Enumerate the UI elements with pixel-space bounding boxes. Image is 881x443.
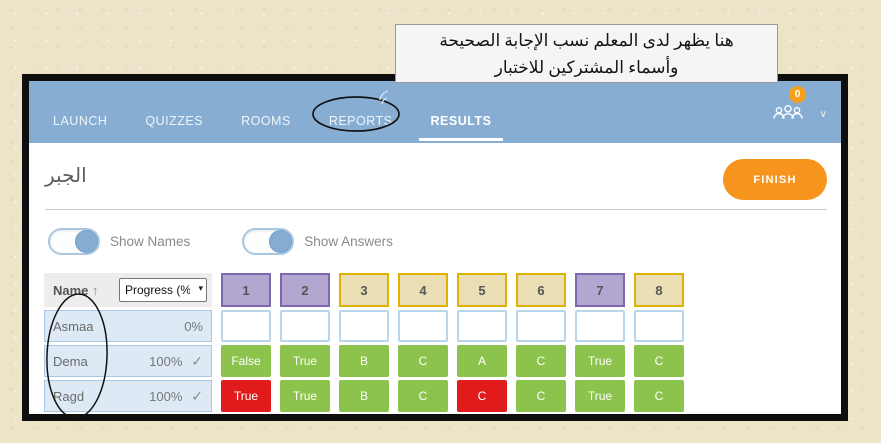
tab-launch[interactable]: LAUNCH bbox=[53, 114, 108, 128]
progress-value: 0% bbox=[184, 318, 203, 334]
tab-quizzes[interactable]: QUIZZES bbox=[145, 114, 204, 128]
title-divider bbox=[45, 209, 827, 210]
completed-check-icon: ✓ bbox=[187, 387, 203, 404]
toggle-label: Show Names bbox=[110, 234, 191, 249]
answer-cell-q6[interactable]: C bbox=[516, 345, 566, 377]
students-group-icon bbox=[771, 104, 805, 127]
students-count-badge: 0 bbox=[789, 86, 806, 103]
account-menu[interactable] bbox=[771, 85, 829, 137]
answer-cell-q7[interactable] bbox=[575, 310, 625, 342]
table-header-row bbox=[44, 273, 693, 307]
answer-cell-q4[interactable]: C bbox=[398, 380, 448, 412]
answer-cell-q8[interactable] bbox=[634, 310, 684, 342]
toggle-show-answers[interactable] bbox=[242, 228, 393, 255]
annotation-note bbox=[395, 24, 778, 83]
answer-cell-q8[interactable]: C bbox=[634, 345, 684, 377]
progress-filter-select[interactable] bbox=[119, 278, 207, 302]
answer-cell-q7[interactable]: True bbox=[575, 345, 625, 377]
question-column-header-4[interactable]: 4 bbox=[398, 273, 448, 307]
completed-check-icon: ✓ bbox=[187, 352, 203, 369]
tab-results[interactable]: RESULTS bbox=[431, 114, 492, 129]
question-column-header-3[interactable]: 3 bbox=[339, 273, 389, 307]
student-name: Dema bbox=[53, 353, 88, 369]
toggle-switch[interactable] bbox=[48, 228, 100, 255]
answer-cell-q8[interactable]: C bbox=[634, 380, 684, 412]
top-navbar bbox=[29, 81, 841, 143]
question-column-header-2[interactable]: 2 bbox=[280, 273, 330, 307]
answer-cell-q1[interactable]: False bbox=[221, 345, 271, 377]
tab-reports[interactable]: REPORTS bbox=[328, 114, 393, 128]
results-table bbox=[44, 273, 693, 415]
student-name: Asmaa bbox=[53, 318, 94, 334]
student-cell[interactable] bbox=[44, 345, 212, 377]
annotation-note-line2: وأسماء المشتركين للاختبار bbox=[494, 57, 679, 77]
question-column-header-7[interactable]: 7 bbox=[575, 273, 625, 307]
progress-filter bbox=[119, 278, 207, 302]
progress-value: 100% ✓ bbox=[149, 387, 203, 404]
active-tab-underline bbox=[419, 138, 504, 141]
answer-cell-q5[interactable] bbox=[457, 310, 507, 342]
toggle-switch[interactable] bbox=[242, 228, 294, 255]
question-column-header-1[interactable]: 1 bbox=[221, 273, 271, 307]
answer-cell-q2[interactable]: True bbox=[280, 380, 330, 412]
progress-value: 100% ✓ bbox=[149, 352, 203, 369]
answer-cell-q5[interactable]: C bbox=[457, 380, 507, 412]
student-cell[interactable] bbox=[44, 310, 212, 342]
view-toggles bbox=[48, 228, 445, 255]
sort-ascending-icon[interactable]: ↑ bbox=[92, 282, 99, 298]
question-column-header-6[interactable]: 6 bbox=[516, 273, 566, 307]
name-column-header[interactable] bbox=[44, 273, 212, 307]
toggle-knob bbox=[269, 230, 292, 253]
toggle-label: Show Answers bbox=[304, 234, 393, 249]
answer-cell-q2[interactable] bbox=[280, 310, 330, 342]
answer-cell-q5[interactable]: A bbox=[457, 345, 507, 377]
answer-cell-q1[interactable] bbox=[221, 310, 271, 342]
student-name: Ragd bbox=[53, 388, 85, 404]
table-row bbox=[44, 310, 693, 342]
toggle-show-names[interactable] bbox=[48, 228, 190, 255]
answer-cell-q4[interactable]: C bbox=[398, 345, 448, 377]
app-window bbox=[22, 74, 848, 421]
table-row bbox=[44, 380, 693, 412]
finish-button[interactable]: FINISH bbox=[723, 159, 827, 200]
question-column-header-8[interactable]: 8 bbox=[634, 273, 684, 307]
table-row bbox=[44, 345, 693, 377]
answer-cell-q3[interactable]: B bbox=[339, 345, 389, 377]
name-header-label: Name bbox=[53, 282, 89, 298]
answer-cell-q6[interactable]: C bbox=[516, 380, 566, 412]
answer-cell-q2[interactable]: True bbox=[280, 345, 330, 377]
answer-cell-q3[interactable] bbox=[339, 310, 389, 342]
chevron-down-icon[interactable]: ∨ bbox=[819, 109, 827, 120]
annotation-note-line1: هنا يظهر لدى المعلم نسب الإجابة الصحيحة bbox=[439, 30, 734, 50]
toggle-knob bbox=[75, 230, 98, 253]
select-caret-icon: ▾ bbox=[198, 283, 203, 293]
student-cell[interactable] bbox=[44, 380, 212, 412]
answer-cell-q4[interactable] bbox=[398, 310, 448, 342]
results-page bbox=[29, 143, 841, 414]
answer-cell-q3[interactable]: B bbox=[339, 380, 389, 412]
answer-cell-q1[interactable]: True bbox=[221, 380, 271, 412]
answer-cell-q6[interactable] bbox=[516, 310, 566, 342]
answer-cell-q7[interactable]: True bbox=[575, 380, 625, 412]
tab-rooms[interactable]: ROOMS bbox=[241, 114, 291, 128]
page-title: الجبر bbox=[45, 165, 87, 187]
question-column-header-5[interactable]: 5 bbox=[457, 273, 507, 307]
